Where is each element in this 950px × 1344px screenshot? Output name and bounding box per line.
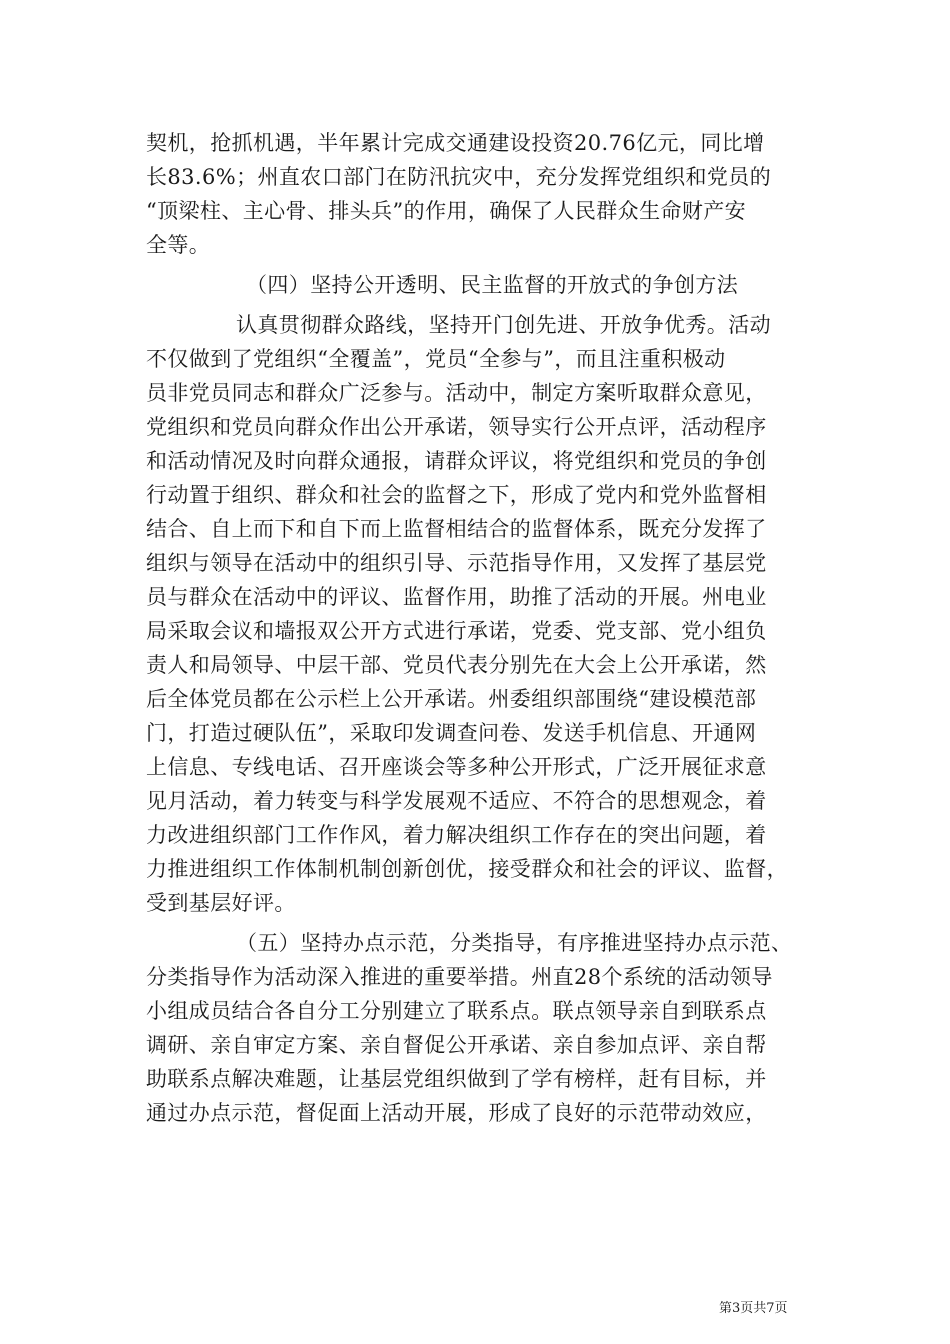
text-line: 不仅做到了党组织“全覆盖”，党员“全参与”，而且注重积极动 [146, 347, 726, 371]
text-line: 结合、自上而下和自下而上监督相结合的监督体系，既充分发挥了 [146, 517, 767, 541]
text-line: 行动置于组织、群众和社会的监督之下，形成了党内和党外监督相 [146, 483, 767, 507]
text-line: “顶梁柱、主心骨、排头兵”的作用，确保了人民群众生命财产安 [146, 199, 747, 223]
section-heading: （四）坚持公开透明、民主监督的开放式的争创方法 [246, 273, 739, 297]
text-line: 小组成员结合各自分工分别建立了联系点。联点领导亲自到联系点 [146, 999, 767, 1023]
text-line: 调研、亲自审定方案、亲自督促公开承诺、亲自参加点评、亲自帮 [146, 1033, 767, 1057]
text-line: 助联系点解决难题，让基层党组织做到了学有榜样，赶有目标，并 [146, 1067, 767, 1091]
text-line: 后全体党员都在公示栏上公开承诺。州委组织部围绕“建设模范部 [146, 687, 757, 711]
text-line: 见月活动，着力转变与科学发展观不适应、不符合的思想观念，着 [146, 789, 767, 813]
text-line: 认真贯彻群众路线，坚持开门创先进、开放争优秀。活动 [236, 313, 771, 337]
text-line: 和活动情况及时向群众通报，请群众评议，将党组织和党员的争创 [146, 449, 767, 473]
text-line: 力推进组织工作体制机制创新创优，接受群众和社会的评议、监督， [146, 857, 788, 881]
text-line: 受到基层好评。 [146, 891, 296, 915]
section-heading: （五）坚持办点示范，分类指导，有序推进坚持办点示范、 [236, 931, 793, 955]
text-line: 组织与领导在活动中的组织引导、示范指导作用，又发挥了基层党 [146, 551, 767, 575]
text-line: 员与群众在活动中的评议、监督作用，助推了活动的开展。州电业 [146, 585, 767, 609]
text-line: 分类指导作为活动深入推进的重要举措。州直28个系统的活动领导 [146, 965, 773, 989]
text-line: 上信息、专线电话、召开座谈会等多种公开形式，广泛开展征求意 [146, 755, 767, 779]
text-line: 责人和局领导、中层干部、党员代表分别先在大会上公开承诺，然 [146, 653, 767, 677]
page-number: 第3页共7页 [719, 1301, 788, 1316]
text-line: 党组织和党员向群众作出公开承诺，领导实行公开点评，活动程序 [146, 415, 767, 439]
text-line: 力改进组织部门工作作风，着力解决组织工作存在的突出问题，着 [146, 823, 767, 847]
text-line: 员非党员同志和群众广泛参与。活动中，制定方案听取群众意见， [146, 381, 767, 405]
text-line: 局采取会议和墙报双公开方式进行承诺，党委、党支部、党小组负 [146, 619, 767, 643]
text-line: 门，打造过硬队伍”，采取印发调查问卷、发送手机信息、开通网 [146, 721, 757, 745]
text-line: 通过办点示范，督促面上活动开展，形成了良好的示范带动效应， [146, 1101, 767, 1125]
text-line: 全等。 [146, 233, 211, 257]
text-line: 长83.6%；州直农口部门在防汛抗灾中，充分发挥党组织和党员的 [146, 165, 772, 189]
text-line: 契机，抢抓机遇，半年累计完成交通建设投资20.76亿元，同比增 [146, 131, 765, 155]
